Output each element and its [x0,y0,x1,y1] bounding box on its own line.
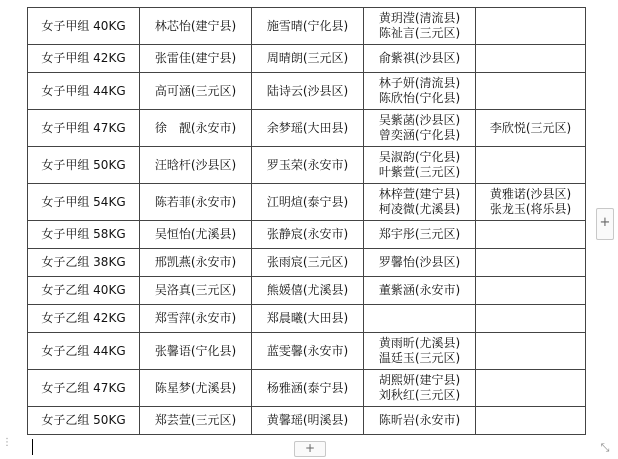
first-place-text: 陈若菲(永安市) [154,194,237,209]
third-place-cell[interactable] [364,249,476,277]
first-place-text: 郑芸萱(三元区) [154,413,237,427]
second-place-cell[interactable] [252,370,364,407]
third-place-text: 罗馨怡(沙县区) [378,255,461,269]
first-place-text: 张馨语(宁化县) [154,343,237,358]
second-place-text: 熊媛僖(尤溪县) [266,283,349,297]
weight-class-text: 女子甲组 40KG [41,18,126,33]
first-place-cell[interactable] [140,305,252,333]
second-place-text: 蓝雯馨(永安市) [266,343,349,358]
first-place-text: 吴洛真(三元区) [154,283,237,297]
weight-class-cell[interactable] [28,184,140,221]
second-place-cell[interactable] [252,73,364,110]
fifth-place-cell[interactable] [476,305,586,333]
add-row-button[interactable]: + [596,208,614,240]
first-place-text: 林芯怡(建宁县) [154,18,237,33]
fifth-place-cell[interactable] [476,221,586,249]
first-place-cell[interactable] [140,333,252,370]
third-place-cell[interactable] [364,184,476,221]
text-cursor [32,439,33,455]
fifth-place-cell[interactable] [476,73,586,110]
first-place-text: 张雷佳(建宁县) [154,51,237,65]
table-row [28,333,586,370]
table-row [28,8,586,45]
second-place-cell[interactable] [252,147,364,184]
fifth-place-text: 黄雅诺(沙县区) [489,187,572,201]
weight-class-cell[interactable] [28,370,140,407]
third-place-cell[interactable] [364,277,476,305]
second-place-text: 张雨宸(三元区) [266,255,349,269]
fifth-place-text: 张龙玉(将乐县) [489,202,572,216]
weight-class-cell[interactable] [28,73,140,110]
table-row [28,110,586,147]
third-place-text: 柯凌微(尤溪县) [378,202,461,216]
third-place-cell[interactable] [364,147,476,184]
first-place-cell[interactable] [140,184,252,221]
first-place-text: 邢凯燕(永安市) [154,255,237,269]
second-place-cell[interactable] [252,407,364,435]
table-row [28,45,586,73]
second-place-cell[interactable] [252,277,364,305]
weight-class-cell[interactable] [28,45,140,73]
third-place-cell[interactable] [364,73,476,110]
table-row [28,277,586,305]
first-place-cell[interactable] [140,221,252,249]
second-place-text: 张静宸(永安市) [266,227,349,241]
fifth-place-cell[interactable] [476,45,586,73]
third-place-cell[interactable] [364,110,476,147]
table-row [28,73,586,110]
third-place-cell[interactable] [364,407,476,435]
fifth-place-cell[interactable] [476,147,586,184]
weight-class-text: 女子甲组 42KG [41,51,126,65]
third-place-text: 黄玥滢(清流县) [378,11,461,25]
fifth-place-cell[interactable] [476,8,586,45]
third-place-text: 胡熙妍(建宁县) [378,373,461,387]
weight-class-text: 女子乙组 44KG [41,343,126,358]
first-place-text: 徐 靓(永安市) [154,120,237,135]
table-row [28,249,586,277]
second-place-cell[interactable] [252,305,364,333]
second-place-text: 罗玉荣(永安市) [266,157,349,172]
second-place-cell[interactable] [252,184,364,221]
third-place-text: 吴紫菡(沙县区) [378,113,461,127]
third-place-text: 曾奕涵(宁化县) [378,128,461,142]
first-place-cell[interactable] [140,8,252,45]
weight-class-cell[interactable] [28,249,140,277]
weight-class-cell[interactable] [28,305,140,333]
second-place-text: 施雪晴(宁化县) [266,18,349,33]
first-place-text: 高可涵(三元区) [154,83,237,98]
second-place-text: 余梦瑶(大田县) [266,120,349,135]
drag-handle-icon[interactable]: ⋮ [2,437,12,448]
third-place-text: 陈欣怡(宁化县) [378,91,461,105]
table-row [28,184,586,221]
weight-class-text: 女子甲组 58KG [41,227,126,241]
table-row [28,221,586,249]
third-place-text: 董紫涵(永安市) [378,283,461,297]
weight-class-text: 女子甲组 50KG [41,157,126,172]
first-place-cell[interactable] [140,370,252,407]
first-place-cell[interactable] [140,407,252,435]
second-place-text: 郑晨曦(大田县) [266,311,349,325]
first-place-cell[interactable] [140,73,252,110]
weight-class-text: 女子甲组 47KG [41,120,126,135]
second-place-cell[interactable] [252,45,364,73]
third-place-cell[interactable] [364,333,476,370]
weight-class-cell[interactable] [28,8,140,45]
weight-class-text: 女子乙组 42KG [41,311,126,325]
weight-class-cell[interactable] [28,147,140,184]
third-place-cell[interactable] [364,45,476,73]
third-place-text: 陈祉言(三元区) [378,26,461,40]
fifth-place-cell[interactable] [476,277,586,305]
second-place-text: 江明煊(泰宁县) [266,194,349,209]
results-table [27,7,586,435]
second-place-cell[interactable] [252,8,364,45]
third-place-cell[interactable] [364,305,476,333]
table-row [28,407,586,435]
third-place-cell[interactable] [364,221,476,249]
weight-class-text: 女子甲组 44KG [41,83,126,98]
first-place-cell[interactable] [140,110,252,147]
third-place-text: 刘秋红(三元区) [378,388,461,402]
third-place-text: 温廷玉(三元区) [378,351,461,365]
first-place-text: 郑雪萍(永安市) [154,311,237,325]
first-place-cell[interactable] [140,249,252,277]
second-place-text: 周晴朗(三元区) [266,51,349,65]
first-place-text: 吴恒怡(尤溪县) [154,227,237,241]
third-place-text: 陈昕岩(永安市) [378,413,461,427]
third-place-text: 林梓萱(建宁县) [378,187,461,201]
first-place-cell[interactable] [140,45,252,73]
table-row [28,147,586,184]
add-column-button[interactable]: + [294,441,326,457]
first-place-text: 汪晗杆(沙县区) [154,157,237,172]
fifth-place-cell[interactable] [476,249,586,277]
third-place-text: 吴淑韵(宁化县) [378,150,461,164]
first-place-cell[interactable] [140,147,252,184]
fifth-place-cell[interactable] [476,184,586,221]
fifth-place-cell[interactable] [476,407,586,435]
first-place-cell[interactable] [140,277,252,305]
weight-class-text: 女子甲组 54KG [41,194,126,209]
second-place-text: 陆诗云(沙县区) [266,83,349,98]
third-place-text: 黄雨昕(尤溪县) [378,336,461,350]
second-place-cell[interactable] [252,249,364,277]
weight-class-cell[interactable] [28,277,140,305]
weight-class-text: 女子乙组 40KG [41,283,126,297]
second-place-cell[interactable] [252,333,364,370]
weight-class-cell[interactable] [28,333,140,370]
third-place-text: 俞紫祺(沙县区) [378,51,461,65]
table-resize-icon[interactable]: ⤡ [600,441,610,454]
second-place-cell[interactable] [252,110,364,147]
first-place-text: 陈星梦(尤溪县) [154,380,237,395]
results-table-body [28,8,586,435]
weight-class-cell[interactable] [28,221,140,249]
third-place-text: 叶紫萱(三元区) [378,165,461,179]
second-place-text: 黄馨瑶(明溪县) [266,413,349,427]
fifth-place-cell[interactable] [476,370,586,407]
weight-class-text: 女子乙组 38KG [41,255,126,269]
weight-class-cell[interactable] [28,110,140,147]
third-place-cell[interactable] [364,8,476,45]
weight-class-cell[interactable] [28,407,140,435]
third-place-cell[interactable] [364,370,476,407]
third-place-text: 郑宇彤(三元区) [378,227,461,241]
table-row [28,305,586,333]
weight-class-text: 女子乙组 50KG [41,413,126,427]
fifth-place-cell[interactable] [476,333,586,370]
fifth-place-cell[interactable] [476,110,586,147]
second-place-cell[interactable] [252,221,364,249]
third-place-text: 林子妍(清流县) [378,76,461,90]
weight-class-text: 女子乙组 47KG [41,380,126,395]
fifth-place-text: 李欣悦(三元区) [489,120,572,135]
table-row [28,370,586,407]
second-place-text: 杨雅涵(泰宁县) [266,380,349,395]
